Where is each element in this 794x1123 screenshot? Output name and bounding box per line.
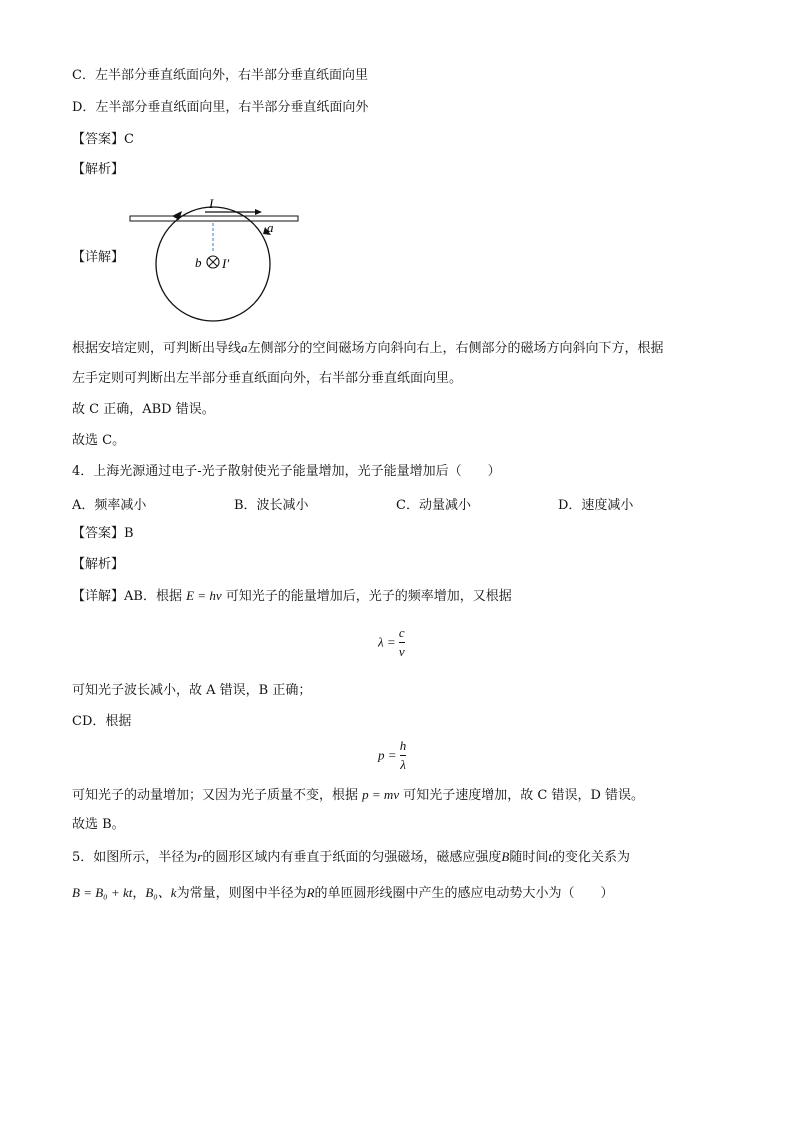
answer-value: C [124, 132, 134, 147]
label-current2: I′ [222, 256, 230, 271]
answer-row [72, 131, 134, 149]
q4-answer-value: B [124, 526, 134, 541]
q4-cd-label: CD．根据 [72, 714, 132, 729]
formula-p-mv: p = mv [362, 787, 400, 802]
explanation-line-1: 根据安培定则，可判断出导线a左侧部分的空间磁场方向斜向右上，右侧部分的磁场方向斜向下方，根据 [72, 340, 664, 356]
equation-p: p = $\frac{h}{\lambda}$ [378, 738, 407, 772]
label-wire: a [267, 220, 274, 235]
explanation-line-2: 左手定则可判断出左半部分垂直纸面向外，右半部分垂直纸面向里。 [72, 371, 463, 386]
option-d: D．左半部分垂直纸面向里，右半部分垂直纸面向外 [72, 100, 369, 115]
final-answer-q3: 故选 C。 [72, 433, 126, 448]
analysis-label: 【解析】 [72, 162, 125, 177]
formula-b-field: B = B₀ + kt [72, 885, 133, 900]
label-point: b [195, 255, 202, 270]
q4-option-c: C．动量减小 [396, 498, 471, 513]
q4-line-after-eq2: 可知光子的动量增加；又因为光子质量不变，根据 p = mv 可知光子速度增加，故 C 错误，D 错误。 [72, 787, 645, 803]
final-answer-q4: 故选 B。 [72, 817, 125, 832]
conclusion-line: 故 C 正确，ABD 错误。 [72, 402, 215, 417]
magnetic-field-figure [125, 192, 305, 322]
current-arrow-head [255, 209, 262, 215]
q5-stem-line-1: 5．如图所示，半径为r的圆形区域内有垂直于纸面的匀强磁场，磁感应强度B随时间t的变化关系为 [72, 849, 630, 865]
detail-label: 【详解】 [72, 250, 125, 265]
option-c: C．左半部分垂直纸面向外，右半部分垂直纸面向里 [72, 68, 368, 83]
equation-lambda: λ = $\frac{c}{\nu}$ [378, 625, 405, 659]
formula-e-hv: E = hν [186, 588, 222, 603]
q4-option-b: B．波长减小 [234, 498, 309, 513]
q5-stem-line-2: B = B₀ + kt，B₀、k为常量，则图中半径为R的单匝圆形线圈中产生的感应电动势大小为（ ） [72, 885, 614, 901]
q4-line-after-eq1: 可知光子波长减小，故 A 错误，B 正确； [72, 683, 312, 698]
q4-detail-line: 【详解】AB．根据 E = hν 可知光子的能量增加后，光子的频率增加，又根据 [72, 588, 512, 604]
q4-stem: 4．上海光源通过电子-光子散射使光子能量增加，光子能量增加后（ ） [72, 464, 501, 479]
q4-option-d: D．速度减小 [558, 498, 634, 513]
q4-analysis-label: 【解析】 [72, 557, 125, 572]
q4-option-a: A．频率减小 [72, 498, 147, 513]
q4-answer-row [72, 525, 134, 543]
label-current: I [209, 196, 214, 211]
answer-label: 【答案】 [72, 132, 125, 147]
q4-answer-label: 【答案】 [72, 526, 125, 541]
